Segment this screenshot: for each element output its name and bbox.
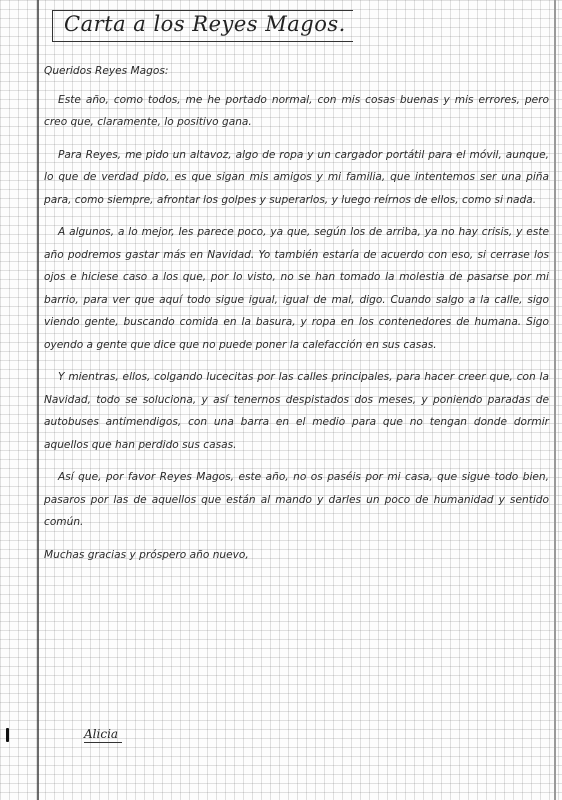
paragraph-1: Este año, como todos, me he portado normal, con mis cosas buenas y mis errores, pero creo que, claramente, lo positivo gana.	[44, 93, 549, 128]
page-edge	[554, 0, 556, 800]
letter-greeting: Queridos Reyes Magos:	[44, 65, 169, 77]
paragraph-2: Para Reyes, me pido un altavoz, algo de ropa y un cargador portátil para el móvil, aunque, lo que de verdad pido, es que sigan mis amigos y mi familia, que intentemos ser una piña para, como siempre, afrontar los golpes y superarlos, y luego reírnos de ellos, como si nada.	[44, 148, 549, 206]
letter-title: Carta a los Reyes Magos.	[64, 12, 346, 36]
paragraph-4: Y mientras, ellos, colgando lucecitas por las calles principales, para hacer creer que, con la Navidad, todo se soluciona, y así tenernos despistados dos meses, y poniendo paradas de autobuses antimendigos, con una barra en el medio para que no tengan donde dormir aquellos que han perdido sus casas.	[44, 371, 549, 451]
paragraph-3: A algunos, a lo mejor, les parece poco, ya que, según los de arriba, ya no hay crisis, y este año podremos gastar más en Navidad. Yo también estaría de acuerdo con eso, si cerrase los ojos e hiciese caso a los que, por lo visto, no se han tomado la molestia de pasarse por mi barrio, para ver que aquí todo sigue igual, igual de mal, digo. Cuando salgo a la calle, sigo viendo gente, buscando comida en la basura, y ropa en los contenedores de humana. Sigo oyendo a gente que dice que no puede poner la calefacción en sus casas.	[44, 226, 549, 351]
paragraph-5: Así que, por favor Reyes Magos, este año, no os paséis por mi casa, que sigue todo bien, pasaros por las de aquellos que están al mando y darles un poco de humanidad y sentido común.	[44, 471, 549, 528]
letter-body	[44, 60, 549, 566]
letter-closing: Muchas gracias y próspero año nuevo,	[44, 548, 249, 561]
margin-line	[37, 0, 39, 800]
signature: Alicia	[84, 727, 122, 743]
binding-mark	[6, 728, 9, 742]
